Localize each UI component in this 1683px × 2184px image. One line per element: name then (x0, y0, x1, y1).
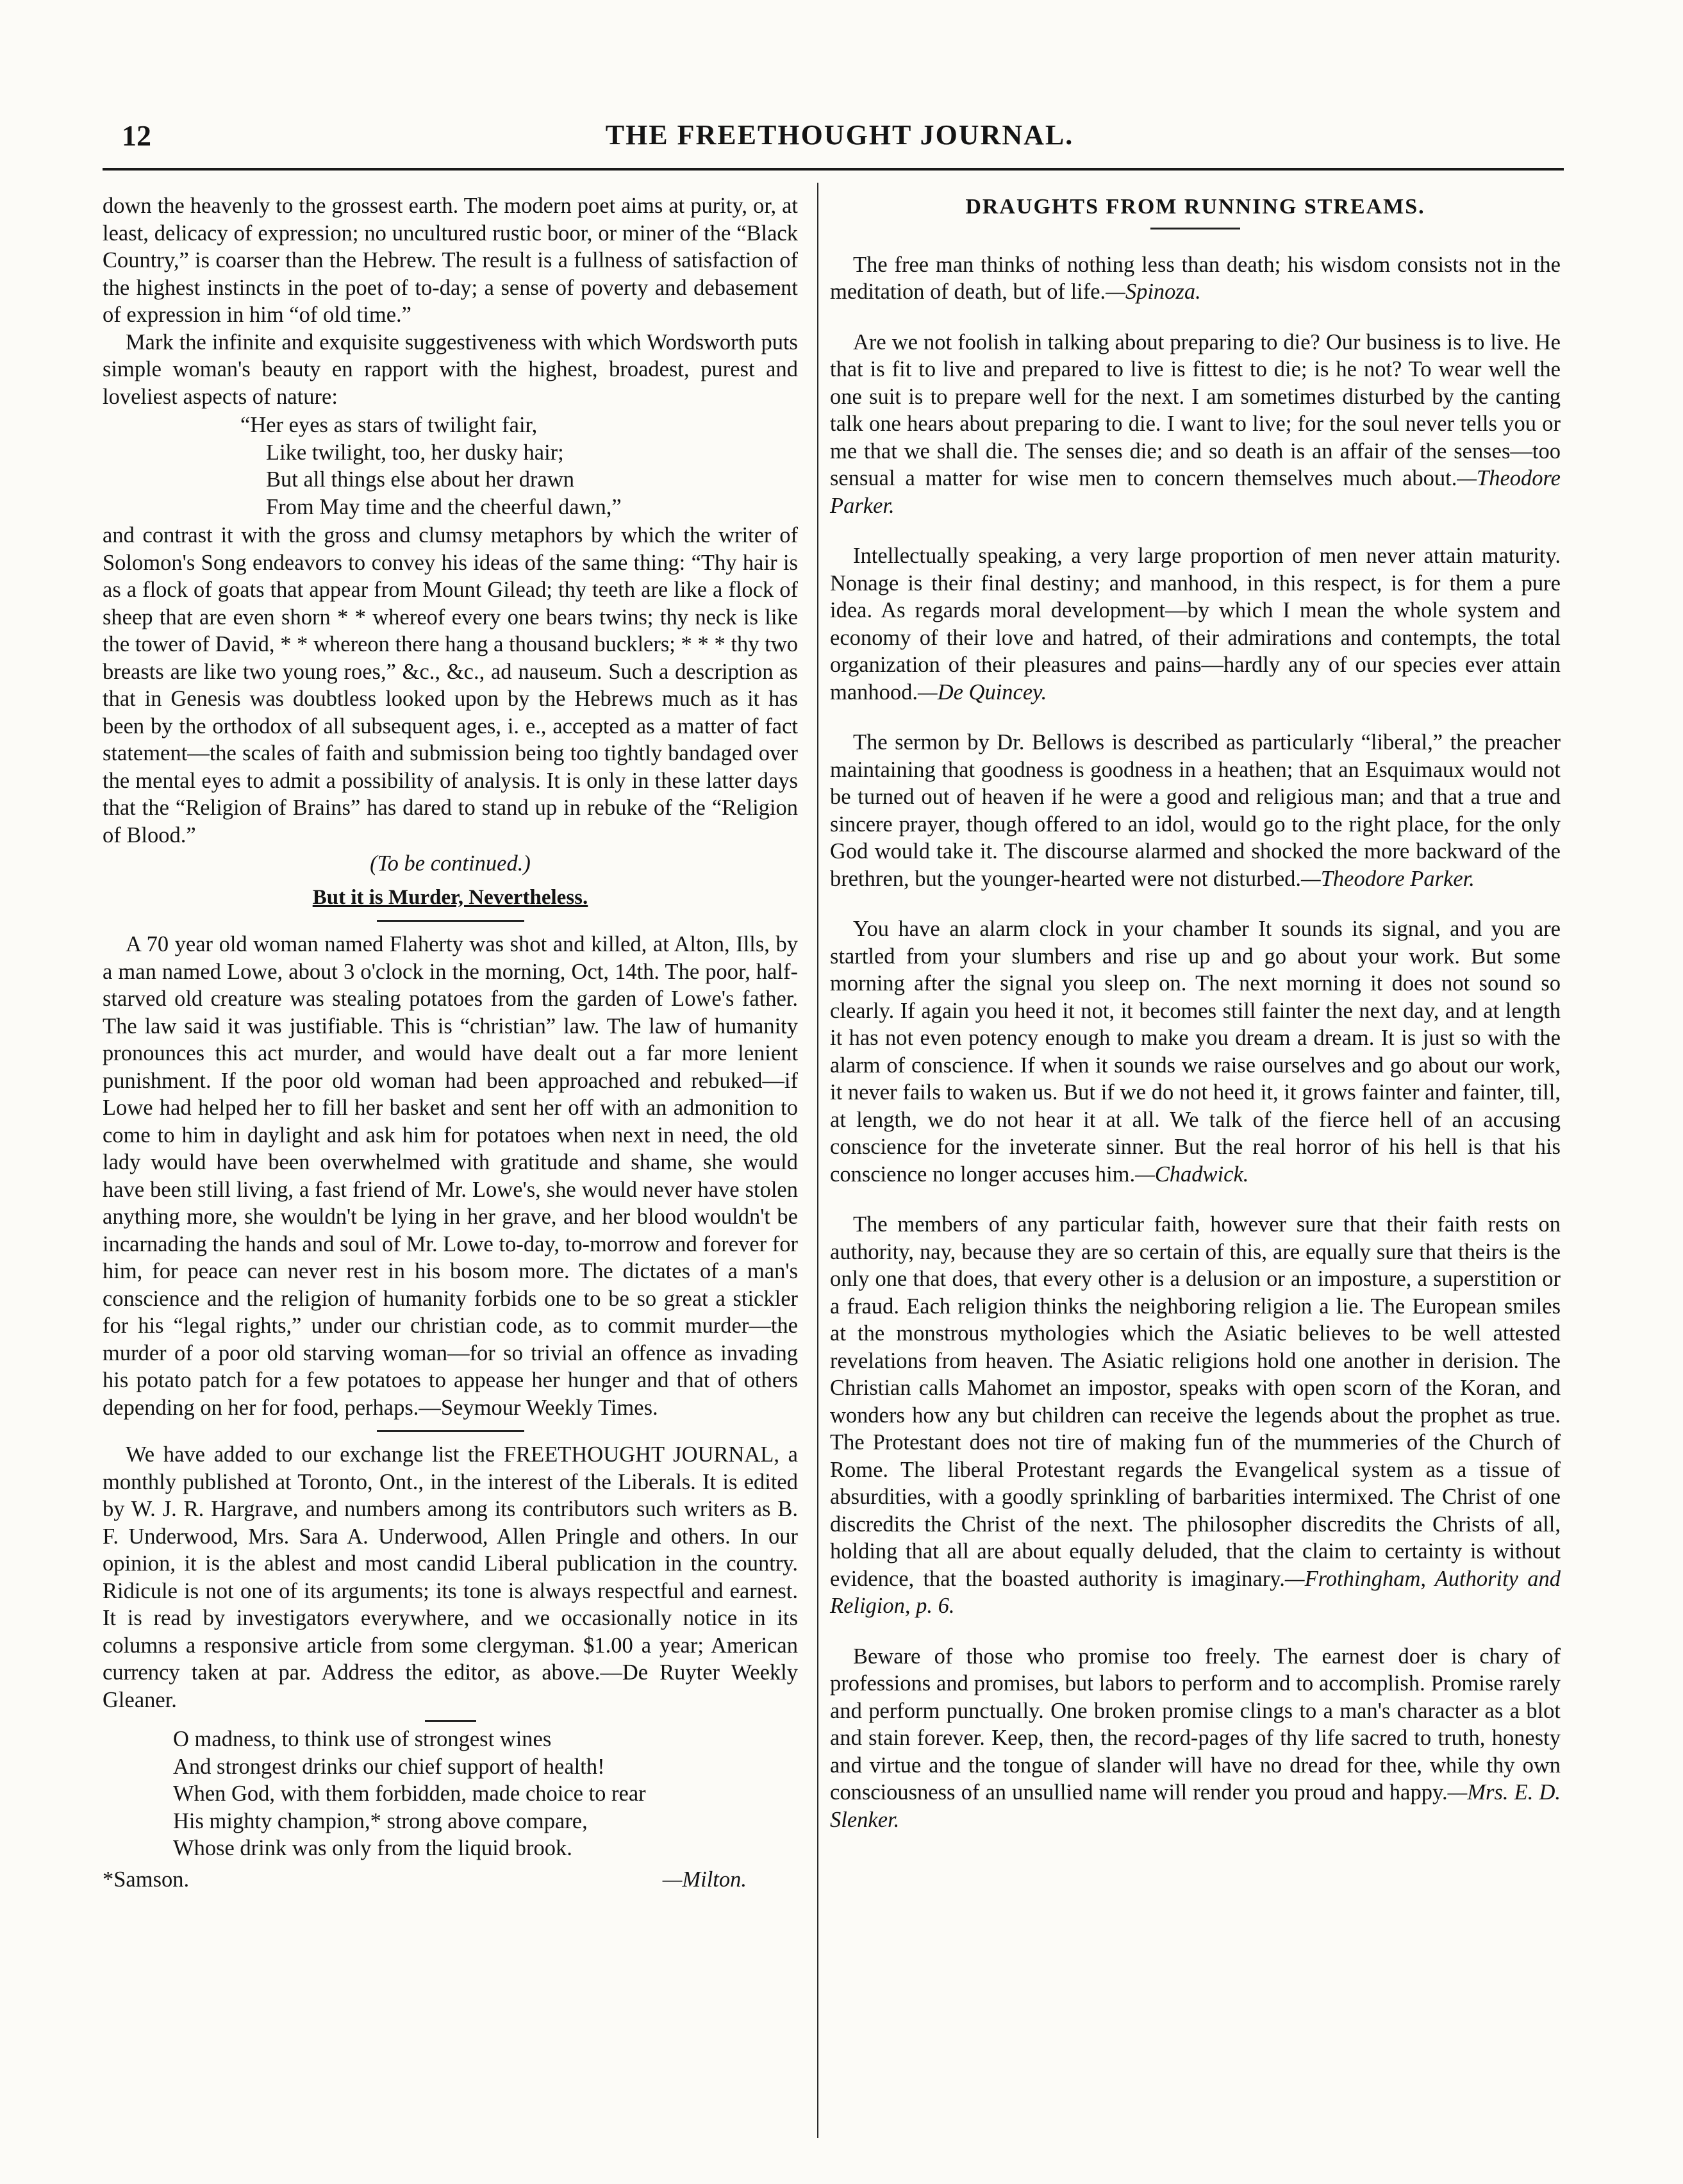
left-column (103, 192, 798, 2128)
wordsworth-verse (103, 412, 798, 521)
quote-text: Beware of those who promise too freely. The earnest doer is chary of professions and promises, but labors to perform and to accomplish. Promise rarely and perform punctually. One broken promise clings to a man's character as a blot and stain forever. Keep, then, the record-pages of thy life sacred to truth, honesty and virtue and the tongue of slander will have no dread for thee, while thy own consciousness of an unsullied name will render you proud and happy. (830, 1644, 1561, 1805)
section-title: DRAUGHTS FROM RUNNING STREAMS. (965, 195, 1425, 219)
verse-line: Whose drink was only from the liquid brook. (173, 1836, 572, 1860)
journal-title: THE FREETHOUGHT JOURNAL. (605, 119, 1074, 151)
verse-line: From May time and the cheerful dawn,” (266, 494, 622, 519)
quote-text: You have an alarm clock in your chamber It sounds its signal, and you are startled from your slumbers and rise up and go about your work. But some morning after the signal you sleep on. The next morning it does not sound so clearly. If again you heed it not, it becomes still fainter the next day, and at length it has not even potency enough to make you dream a dream. It is just so with the alarm of conscience. If when it sounds we raise ourselves and go about our work, it never fails to waken us. But if we do not heed it, it grows fainter and fainter, till, at length, we do not hear it at all. We talk of the fierce hell of an accusing conscience for the inveterate sinner. But the real horror of his hell is that his conscience no longer accuses him. (830, 917, 1561, 1187)
quote-author: —Spinoza. (1106, 279, 1201, 304)
verse-line: But all things else about her drawn (266, 467, 574, 492)
footnote: *Samson. (103, 1867, 190, 1892)
quote-author: —Theodore Parker. (1301, 866, 1475, 891)
quote-text: The members of any particular faith, however sure that their faith rests on authority, nay, because they are so certain of this, are equally sure that theirs is the only one that does, that every other is a delusion or an imposture, a superstition or a fraud. Each religion thinks the neighboring religion a lie. The European smiles at the monstrous mythologies which the Asiatic believes to be well attested revelations from heaven. The Asiatic religions hold one another in derision. The Christian calls Mahomet an impostor, speaks with open scorn of the Koran, and wonders how any but children can receive the legends about the prophet as true. The Protestant does not tire of making fun of the mummeries of the Church of Rome. The liberal Protestant regards the Evangelical system as a tissue of absurdities, with a goodly sprinkling of barbarities intermixed. The Christ of one discredits the Christ of the next. The philosopher discredits the Christs of all, holding that all are about equally deluded, that the claim to certainty is without evidence, that the boasted authority is imaginary. (830, 1212, 1561, 1591)
murder-paragraph: A 70 year old woman named Flaherty was shot and killed, at Alton, Ills, by a man named Lowe, about 3 o'clock in the morning, Oct, 14th. The poor, half-starved old creature was stealing potatoes from the garden of Lowe's father. The law said it was justifiable. This is “christian” law. The law of humanity pronounces this act murder, and would have dealt out a far more lenient punishment. If the poor old woman had been approached and rebuked—if Lowe had helped her to fill her basket and sent her off with an admonition to come to him in daylight and ask him for potatoes when next in need, the old lady would have been overwhelmed with gratitude and shame, she would have been still living, a fast friend of Mr. Lowe's, she would never have stolen anything more, she wouldn't be lying in her grave, and her blood wouldn't be incarnading the hands and soul of Mr. Lowe to-day, to-morrow and forever for him, for peace can never rest in his bosom more. The dictates of a man's conscience and the religion of humanity forbids one to be so great a stickler for his “legal rights,” under our christian code, as to commit murder—the murder of a poor old starving woman—for so trivial an offence as invading his potato patch for a few potatoes to appease her hunger and that of others depending on her for food, perhaps.—Seymour Weekly Times. (103, 932, 798, 1420)
quote-text: The free man thinks of nothing less than death; his wisdom consists not in the meditation of death, but of life. (830, 252, 1561, 304)
header-rule (103, 168, 1564, 171)
verse-line: “Her eyes as stars of twilight fair, (240, 413, 538, 437)
intro-paragraph: down the heavenly to the grossest earth. The modern poet aims at purity, or, at least, delicacy of expression; no uncultured rustic boor, or miner of the “Black Country,” is coarser than the Hebrew. The result is a fullness of satisfaction of the highest instincts in the poet of to-day; a sense of poverty and debasement of expression in him “of old time.” (103, 194, 798, 327)
verse-line: When God, with them forbidden, made choice to rear (173, 1781, 646, 1806)
quote-spinoza (830, 251, 1561, 306)
section-rule (1150, 228, 1240, 229)
quote-parker-2 (830, 729, 1561, 892)
murder-title: But it is Murder, Nevertheless. (312, 885, 588, 909)
divider-rule (377, 1430, 524, 1432)
milton-attribution: —Milton. (662, 1867, 747, 1892)
divider-rule (425, 1720, 476, 1722)
quote-chadwick (830, 915, 1561, 1188)
milton-verse (103, 1726, 798, 1862)
quote-parker-1 (830, 329, 1561, 520)
quote-text: The sermon by Dr. Bellows is described as particularly “liberal,” the preacher maintaining that goodness is goodness in a heathen; that an Esquimaux would not be turned out of heaven if he were a good and religious man; and that a true and sincere prayer, though offered to an idol, would go to the right place, for the only God would take it. The discourse alarmed and shocked the more backward of the brethren, but the younger-hearted were not disturbed. (830, 730, 1561, 891)
article-title (103, 884, 798, 912)
page-number: 12 (122, 119, 151, 152)
wordsworth-intro: Mark the infinite and exquisite suggestiveness with which Wordsworth puts simple woman's beauty en rapport with the highest, broadest, purest and loveliest aspects of nature: (103, 329, 798, 409)
divider-rule (377, 920, 524, 922)
verse-line: His mighty champion,* strong above compare, (173, 1808, 588, 1833)
quote-text: Are we not foolish in talking about preparing to die? Our business is to live. He that is fit to live and prepared to live is fittest to die; is he not? To wear well the one suit is to prepare well for the next. I am sometimes disturbed by the canting talk one hears about preparing to die. I want to live; for the soul never tells you or me that we shall die. The senses die; and so death is an affair of the senses—too sensual a matter for wise men to concern themselves much about. (830, 329, 1561, 490)
right-column (830, 192, 1561, 2128)
quote-author: —Frothingham, Authority and Religion, p. 6. (830, 1566, 1561, 1618)
column-divider (817, 183, 818, 2138)
quote-author: —Mrs. E. D. Slenker. (830, 1780, 1561, 1832)
contrast-paragraph: and contrast it with the gross and clumsy metaphors by which the writer of Solomon's Song endeavors to convey his ideas of the same thing: “Thy hair is as a flock of goats that appear from Mount Gilead; thy teeth are like a flock of sheep that are even shorn * * whereof every one bears twins; thy neck is like the tower of David, * * whereon there hang a thousand bucklers; * * * thy two breasts are like two young roes,” &c., &c., ad nauseum. Such a description as that in Genesis was doubtless looked upon by the Hebrews much as it has been by the orthodox of all subsequent ages, i. e., accepted as a matter of fact statement—the scales of faith and submission being too tightly bandaged over the mental eyes to admit a possibility of analysis. It is only in these latter days that the “Religion of Brains” has dared to stand up in rebuke of the “Religion of Blood.” (103, 523, 798, 847)
poem-footer (103, 1866, 798, 1894)
page-header (122, 119, 1557, 157)
quote-text: Intellectually speaking, a very large proportion of men never attain maturity. Nonage is their final destiny; and manhood, in this respect, is for them a pure idea. As regards moral development—by which I mean the whole system and economy of their love and hatred, of their admirations and contempts, the total organization of their pleasures and pains—hardly any of our species ever attain manhood. (830, 544, 1561, 704)
quote-author: —Chadwick. (1135, 1162, 1249, 1187)
verse-line: And strongest drinks our chief support of health! (173, 1754, 605, 1779)
verse-line: Like twilight, too, her dusky hair; (266, 440, 564, 465)
quote-de-quincey (830, 542, 1561, 706)
quote-author: —De Quincey. (918, 679, 1047, 704)
to-be-continued: (To be continued.) (370, 851, 531, 876)
quote-author: —Theodore Parker. (830, 466, 1561, 518)
exchange-paragraph: We have added to our exchange list the FREETHOUGHT JOURNAL, a monthly published at Toronto, Ont., in the interest of the Liberals. It is edited by W. J. R. Hargrave, and numbers among its contributors such writers as B. F. Underwood, Mrs. Sara A. Underwood, Allen Pringle and others. In our opinion, it is the ablest and most candid Liberal publication in the country. Ridicule is not one of its arguments; its tone is always respectful and earnest. It is read by investigators everywhere, and we occasionally notice in its columns a responsive article from some clergyman. $1.00 a year; American currency taken at par. Address the editor, as above.—De Ruyter Weekly Gleaner. (103, 1442, 798, 1712)
quote-slenker (830, 1643, 1561, 1834)
verse-line: O madness, to think use of strongest wines (173, 1727, 552, 1751)
quote-frothingham (830, 1211, 1561, 1620)
